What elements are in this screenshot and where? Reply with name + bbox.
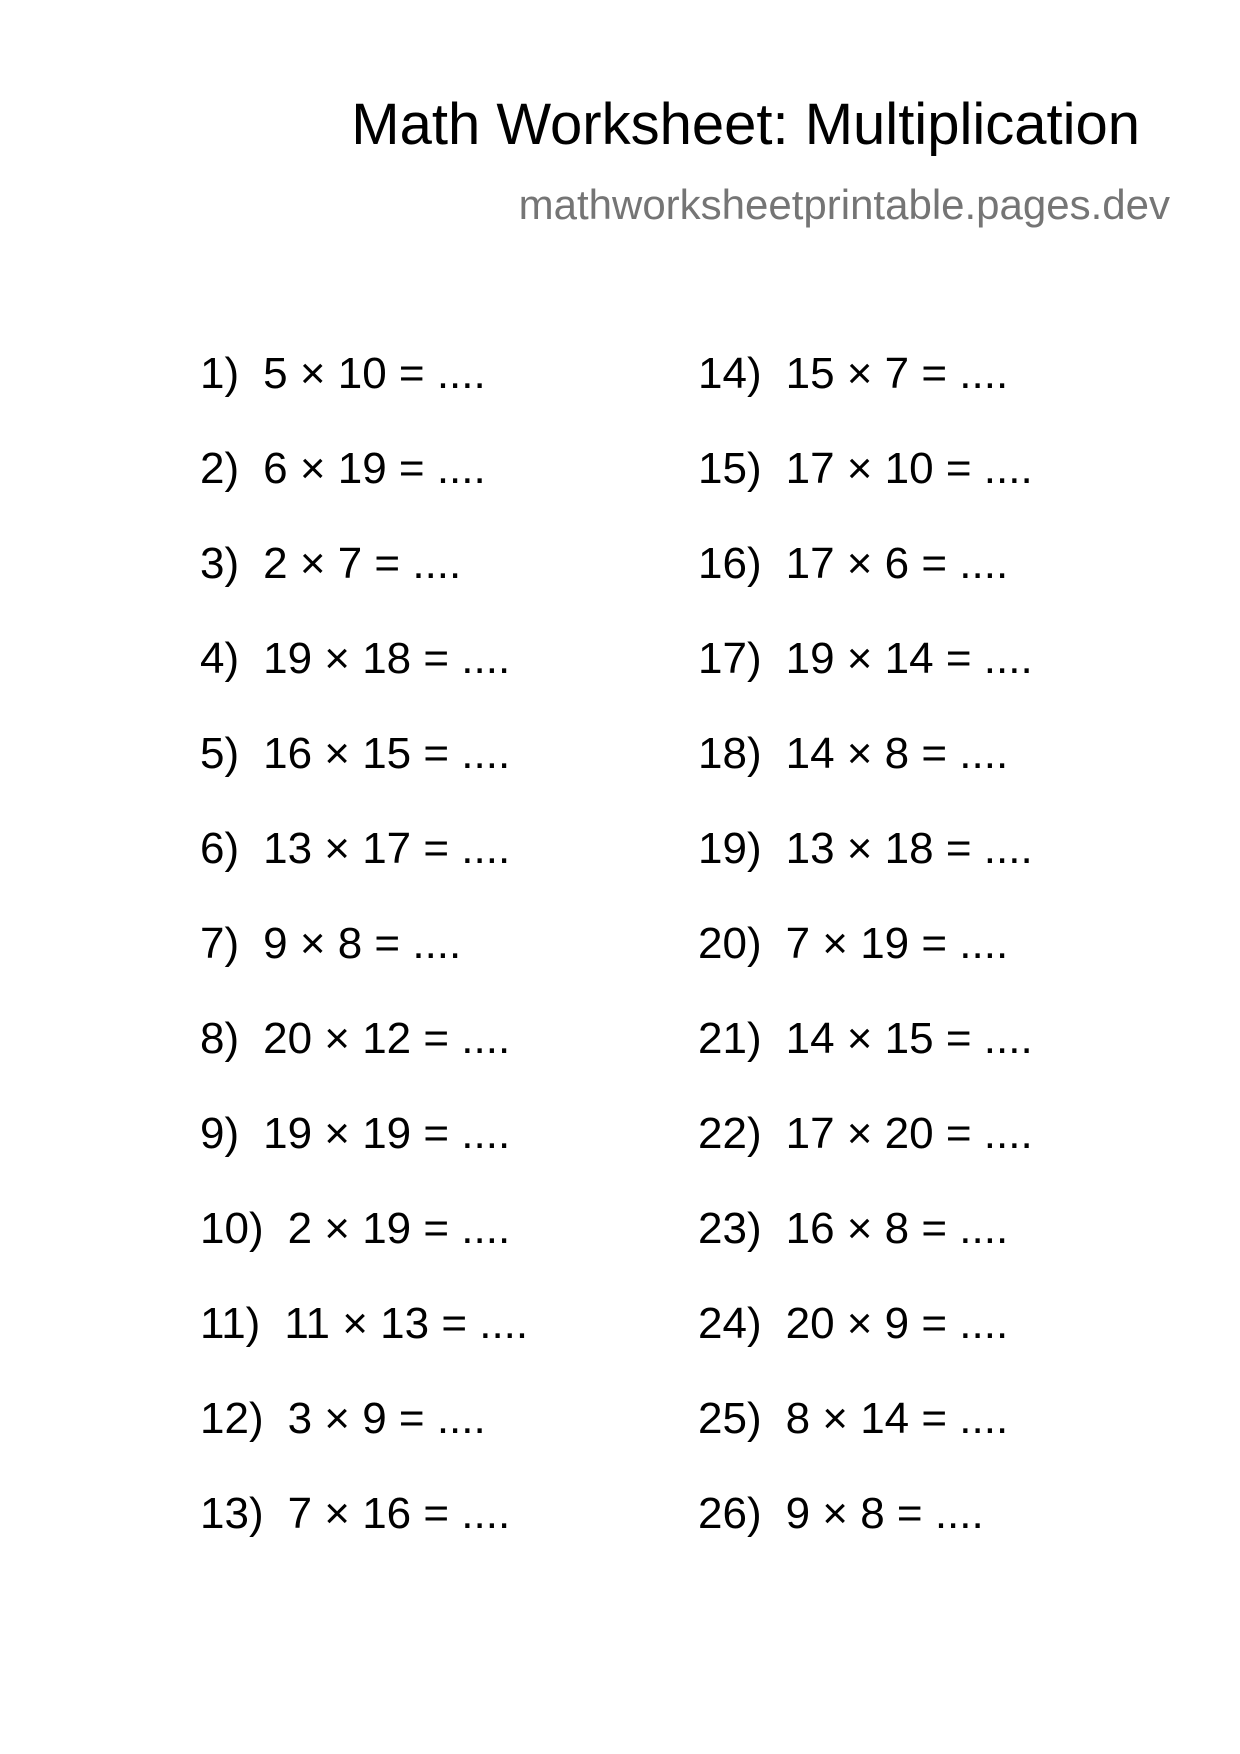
problem-number: 3) xyxy=(200,539,240,588)
problem-number: 15) xyxy=(698,444,762,493)
problem-expression: 17 × 10 = .... xyxy=(785,444,1033,493)
problem-expression: 9 × 8 = .... xyxy=(263,919,462,968)
problem-expression: 13 × 18 = .... xyxy=(785,824,1033,873)
problem-expression: 9 × 8 = .... xyxy=(785,1489,984,1538)
problem-expression: 16 × 15 = .... xyxy=(263,729,511,778)
problem-item xyxy=(200,1013,720,1108)
problem-number: 4) xyxy=(200,634,240,683)
problem-item xyxy=(698,1488,1218,1583)
problem-item xyxy=(698,823,1218,918)
problem-expression: 11 × 13 = .... xyxy=(284,1299,529,1348)
problem-column-left xyxy=(200,348,720,1583)
problem-item xyxy=(698,918,1218,1013)
problem-expression: 13 × 17 = .... xyxy=(263,824,511,873)
problem-item xyxy=(200,823,720,918)
problem-expression: 3 × 9 = .... xyxy=(287,1394,486,1443)
problem-list xyxy=(0,348,1240,1548)
problem-number: 12) xyxy=(200,1394,264,1443)
problem-expression: 19 × 19 = .... xyxy=(263,1109,511,1158)
problem-expression: 8 × 14 = .... xyxy=(785,1394,1009,1443)
problem-number: 17) xyxy=(698,634,762,683)
problem-item xyxy=(698,443,1218,538)
problem-expression: 7 × 19 = .... xyxy=(785,919,1009,968)
problem-item xyxy=(200,728,720,823)
page-title: Math Worksheet: Multiplication xyxy=(351,92,1140,157)
problem-expression: 20 × 12 = .... xyxy=(263,1014,511,1063)
problem-expression: 14 × 15 = .... xyxy=(785,1014,1033,1063)
problem-number: 21) xyxy=(698,1014,762,1063)
problem-number: 7) xyxy=(200,919,240,968)
problem-number: 26) xyxy=(698,1489,762,1538)
problem-number: 2) xyxy=(200,444,240,493)
problem-number: 9) xyxy=(200,1109,240,1158)
problem-number: 23) xyxy=(698,1204,762,1253)
problem-number: 14) xyxy=(698,349,762,398)
problem-number: 5) xyxy=(200,729,240,778)
problem-expression: 2 × 19 = .... xyxy=(287,1204,511,1253)
problem-number: 6) xyxy=(200,824,240,873)
problem-number: 11) xyxy=(200,1299,261,1348)
problem-number: 20) xyxy=(698,919,762,968)
problem-expression: 19 × 18 = .... xyxy=(263,634,511,683)
problem-item xyxy=(200,443,720,538)
problem-number: 16) xyxy=(698,539,762,588)
problem-item xyxy=(698,728,1218,823)
problem-expression: 2 × 7 = .... xyxy=(263,539,462,588)
problem-item xyxy=(200,633,720,728)
problem-number: 18) xyxy=(698,729,762,778)
problem-expression: 6 × 19 = .... xyxy=(263,444,486,493)
problem-number: 22) xyxy=(698,1109,762,1158)
problem-number: 25) xyxy=(698,1394,762,1443)
problem-item xyxy=(200,538,720,633)
problem-expression: 14 × 8 = .... xyxy=(785,729,1009,778)
problem-expression: 7 × 16 = .... xyxy=(287,1489,511,1538)
problem-number: 8) xyxy=(200,1014,240,1063)
problem-item xyxy=(698,633,1218,728)
problem-expression: 17 × 20 = .... xyxy=(785,1109,1033,1158)
problem-column-right xyxy=(698,348,1218,1583)
site-url: mathworksheetprintable.pages.dev xyxy=(518,181,1170,228)
problem-item xyxy=(698,1393,1218,1488)
problem-item xyxy=(200,1393,720,1488)
problem-number: 1) xyxy=(200,349,240,398)
problem-item xyxy=(698,348,1218,443)
problem-item xyxy=(200,1298,720,1393)
problem-expression: 15 × 7 = .... xyxy=(785,349,1009,398)
problem-item xyxy=(200,1203,720,1298)
problem-item xyxy=(698,538,1218,633)
problem-expression: 5 × 10 = .... xyxy=(263,349,486,398)
problem-expression: 16 × 8 = .... xyxy=(785,1204,1009,1253)
problem-item xyxy=(200,348,720,443)
problem-item xyxy=(200,918,720,1013)
problem-expression: 17 × 6 = .... xyxy=(785,539,1009,588)
problem-item xyxy=(698,1108,1218,1203)
problem-item xyxy=(698,1013,1218,1108)
problem-item xyxy=(200,1108,720,1203)
problem-item xyxy=(200,1488,720,1583)
problem-number: 19) xyxy=(698,824,762,873)
problem-number: 10) xyxy=(200,1204,264,1253)
problem-expression: 19 × 14 = .... xyxy=(785,634,1033,683)
problem-item xyxy=(698,1203,1218,1298)
problem-expression: 20 × 9 = .... xyxy=(785,1299,1009,1348)
problem-number: 13) xyxy=(200,1489,264,1538)
problem-number: 24) xyxy=(698,1299,762,1348)
problem-item xyxy=(698,1298,1218,1393)
